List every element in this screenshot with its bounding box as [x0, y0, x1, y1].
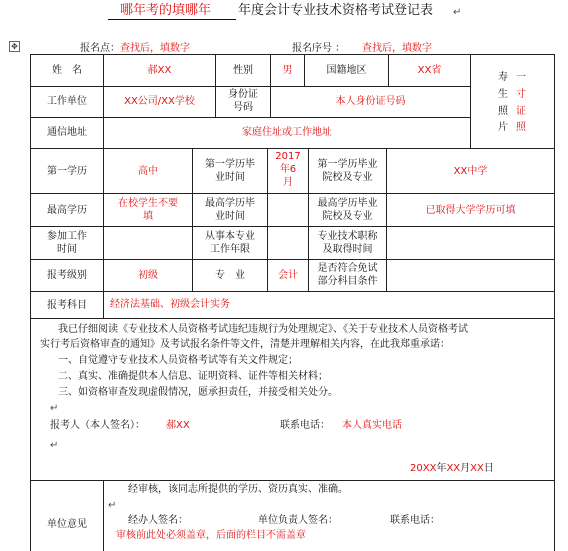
declaration-item-3: 三、如资格审查发现虚假情况，愿承担责任，并接受相关处分。 — [58, 387, 338, 398]
grid-line — [30, 226, 555, 227]
applicant-signature-value[interactable]: 郝XX — [166, 420, 190, 431]
photo-label-char: 片 — [498, 122, 508, 133]
years-in-field-label: 从事本专业 工作年限 — [205, 231, 255, 255]
subjects-value[interactable]: 经济法基础、初级会计实务 — [110, 299, 230, 310]
paragraph-mark-icon: ↵ — [50, 440, 59, 451]
id-number-label: 身份证 号码 — [228, 89, 258, 113]
gender-value[interactable]: 男 — [282, 65, 293, 76]
table-move-handle-icon[interactable]: ✥ — [9, 41, 20, 52]
work-start-label: 参加工作 时间 — [47, 231, 87, 255]
highest-school-label: 最高学历毕业 院校及专业 — [317, 198, 378, 222]
first-school-value[interactable]: XX中学 — [453, 166, 488, 177]
grid-line — [30, 86, 471, 87]
paragraph-mark-icon: ↵ — [108, 500, 117, 511]
photo-note-char: 证 — [516, 106, 526, 117]
table-border-right — [554, 54, 555, 551]
unit-opinion-label: 单位意见 — [47, 519, 87, 530]
date-year-unit: 年 — [436, 463, 447, 474]
first-grad-time-label: 第一学历毕 业时间 — [205, 159, 255, 183]
exemption-label: 是否符合免试 部分科目条件 — [317, 263, 378, 287]
photo-note-char: 照 — [516, 122, 526, 133]
major-label: 专 业 — [215, 270, 245, 281]
work-unit-label: 工作单位 — [47, 96, 87, 107]
photo-note-char: 一 — [516, 72, 526, 83]
region-label: 国籍地区 — [326, 65, 367, 76]
name-label: 姓 名 — [52, 65, 82, 76]
grid-line — [30, 318, 555, 319]
first-education-value[interactable]: 高中 — [138, 166, 158, 177]
title-bar — [0, 0, 568, 26]
title-underline — [108, 19, 236, 20]
exam-level-value[interactable]: 初级 — [138, 270, 158, 281]
id-number-value[interactable]: 本人身份证号码 — [335, 96, 406, 107]
grid-line — [30, 291, 555, 292]
exam-number-label: 报名序号 ： — [292, 43, 346, 54]
signing-date — [410, 463, 494, 475]
grid-line — [30, 193, 555, 194]
photo-note-char: 寸 — [516, 89, 526, 100]
region-value[interactable]: XX省 — [417, 65, 442, 76]
highest-education-value[interactable]: 在校学生不要 填 — [118, 198, 178, 222]
work-unit-value[interactable]: XX公司/XX学校 — [124, 96, 195, 107]
date-year[interactable]: 20XX — [410, 463, 437, 474]
grid-line — [103, 480, 104, 551]
declaration-intro-line2: 实行考后资格审查的通知》及考试报名条件等文件，清楚并理解相关内容，在此我郑重承诺： — [40, 339, 450, 350]
declaration-item-1: 一、自觉遵守专业技术人员资格考试等有关文件规定； — [58, 355, 298, 366]
page-title: 年度会计专业技术资格考试登记表 — [238, 3, 434, 18]
exam-site-value: 查找后，填数字 — [120, 43, 190, 54]
paragraph-mark-icon: ↵ — [453, 7, 462, 18]
unit-review-text: 经审核，该同志所提供的学历、资历真实、准确。 — [128, 484, 348, 495]
subjects-label: 报考科目 — [47, 300, 87, 311]
name-value[interactable]: 郝XX — [147, 65, 172, 76]
title-year-hint: 哪年考的填哪年 — [120, 3, 212, 18]
date-day[interactable]: XX — [470, 463, 484, 474]
address-label: 通信地址 — [47, 127, 87, 138]
first-education-label: 第一学历 — [47, 166, 87, 177]
highest-grad-time-label: 最高学历毕 业时间 — [205, 198, 255, 222]
date-month[interactable]: XX — [446, 463, 461, 474]
applicant-phone-label: 联系电话： — [280, 420, 330, 431]
exam-level-label: 报考级别 — [47, 270, 87, 281]
date-month-unit: 月 — [460, 463, 471, 474]
applicant-phone-value[interactable]: 本人真实电话 — [342, 420, 402, 431]
applicant-signature-label: 报考人（本人签名）： — [50, 420, 145, 431]
photo-label-char: 照 — [498, 106, 508, 117]
handler-signature-label: 经办人签名： — [128, 515, 188, 526]
photo-label-char: 生 — [498, 89, 508, 100]
first-school-label: 第一学历毕业 院校及专业 — [317, 159, 378, 183]
grid-line — [30, 117, 471, 118]
declaration-item-2: 二、真实、准确提供本人信息、证明资料、证件等相关材料； — [58, 371, 328, 382]
photo-label-char: 寿 — [498, 72, 508, 83]
gender-label: 性别 — [233, 65, 253, 76]
stamp-note: 审核前此处必须盖章，后面的栏目不需盖章 — [116, 530, 306, 541]
leader-signature-label: 单位负责人签名： — [258, 515, 338, 526]
professional-title-label: 专业技术职称 及取得时间 — [317, 231, 378, 255]
grid-line — [30, 148, 555, 149]
declaration-intro-line1: 我已仔细阅读《专业技术人员资格考试违纪违规行为处理规定》、《关于专业技术人员资格考试 — [58, 324, 468, 335]
first-grad-time-value[interactable]: 2017 年6 月 — [275, 151, 301, 188]
major-value[interactable]: 会计 — [278, 270, 298, 281]
exam-number-value: 查找后，填数字 — [362, 43, 432, 54]
grid-line — [30, 480, 555, 481]
paragraph-mark-icon: ↵ — [50, 403, 59, 414]
photo-cell — [471, 55, 554, 148]
exam-site-label: 报名点： — [80, 43, 120, 54]
date-day-unit: 日 — [483, 463, 494, 474]
address-value[interactable]: 家庭住址或工作地址 — [242, 127, 332, 138]
unit-phone-label: 联系电话： — [390, 515, 440, 526]
grid-line — [30, 259, 555, 260]
highest-school-value[interactable]: 已取得大学学历可填 — [425, 205, 516, 216]
highest-education-label: 最高学历 — [47, 205, 87, 216]
